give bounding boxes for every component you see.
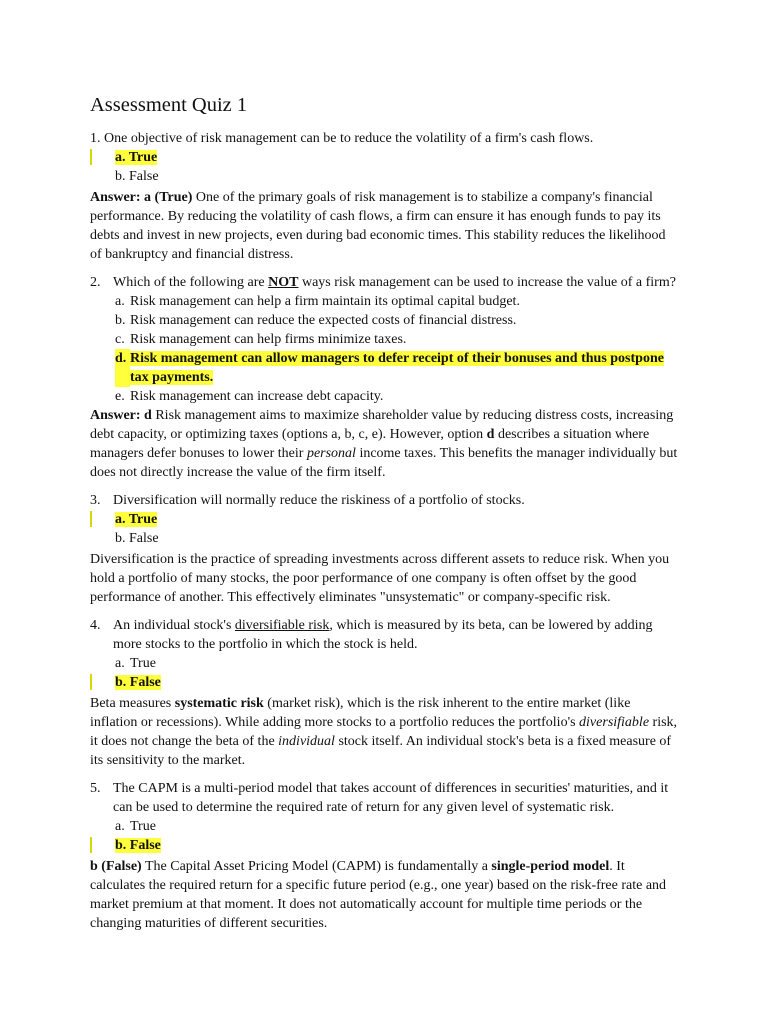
question-2-option-e: e. Risk management can increase debt capacity. bbox=[115, 389, 384, 404]
question-3 bbox=[90, 491, 680, 607]
question-2-option-c: c. Risk management can help firms minimize taxes. bbox=[115, 332, 407, 347]
question-2-answer: Answer: d Risk management aims to maximize shareholder value by reducing distress costs, increasing debt capacity, or optimizing taxes (options a, b, c, e). However, option d describes a situation where managers defer bonuses to lower their personal income taxes. This benefits the manager individually but does not directly increase the value of the firm itself. bbox=[90, 408, 678, 480]
question-3-option-b: b. False bbox=[115, 531, 159, 546]
question-1-option-a: a. True bbox=[90, 148, 680, 167]
question-5-option-b: b. False bbox=[90, 836, 680, 855]
question-4-text: 4. An individual stock's diversifiable risk, which is measured by its beta, can be lowered by adding more stocks to the portfolio in which the stock is held. bbox=[90, 618, 653, 652]
question-4-option-b: b. False bbox=[90, 673, 680, 692]
question-1-option-b: b. False bbox=[115, 169, 159, 184]
question-3-explanation: Diversification is the practice of spreading investments across different assets to reduce risk. When you hold a portfolio of many stocks, the poor performance of one company is often offset by the good performance of another. This effectively eliminates "unsystematic" or company-specific risk. bbox=[90, 552, 670, 605]
question-4-option-a: a. True bbox=[115, 656, 156, 671]
document-page bbox=[90, 92, 680, 933]
question-2-option-d: d. Risk management can allow managers to defer receipt of their bonuses and thus postpone tax payments. bbox=[115, 351, 664, 385]
question-5-answer: b (False) The Capital Asset Pricing Model (CAPM) is fundamentally a single-period model. It calculates the required return for a specific future period (e.g., one year) based on the risk-free rate and market premium at that moment. It does not automatically account for multiple time periods or the changing maturities of different securities. bbox=[90, 859, 667, 931]
question-4 bbox=[90, 616, 680, 770]
page-title: Assessment Quiz 1 bbox=[90, 94, 248, 116]
question-3-text: 3. Diversification will normally reduce the riskiness of a portfolio of stocks. bbox=[90, 493, 525, 508]
question-2-text: 2. Which of the following are NOT ways risk management can be used to increase the value of a firm? bbox=[90, 275, 676, 290]
question-4-explanation: Beta measures systematic risk (market risk), which is the risk inherent to the entire market (like inflation or recessions). While adding more stocks to a portfolio reduces the portfolio's diversifiable risk, it does not change the beta of the individual stock itself. An individual stock's beta is a fixed measure of its sensitivity to the market. bbox=[90, 696, 678, 768]
question-5 bbox=[90, 779, 680, 933]
question-2-option-b: b. Risk management can reduce the expected costs of financial distress. bbox=[115, 313, 517, 328]
question-5-option-a: a. True bbox=[115, 819, 156, 834]
question-3-option-a: a. True bbox=[90, 510, 680, 529]
question-1-answer: Answer: a (True) One of the primary goals of risk management is to stabilize a company's financial performance. By reducing the volatility of cash flows, a firm can ensure it has enough funds to pay its debts and invest in new projects, even during bad economic times. This stability reduces the likelihood of bankruptcy and financial distress. bbox=[90, 190, 666, 262]
question-1-text: 1. One objective of risk management can be to reduce the volatility of a firm's cash flows. bbox=[90, 131, 594, 146]
question-2 bbox=[90, 273, 680, 482]
question-2-option-a: a. Risk management can help a firm maintain its optimal capital budget. bbox=[115, 294, 520, 309]
question-5-text: 5. The CAPM is a multi-period model that takes account of differences in securities' maturities, and it can be used to determine the required rate of return for any given level of systematic risk. bbox=[90, 781, 669, 815]
question-1 bbox=[90, 129, 680, 264]
